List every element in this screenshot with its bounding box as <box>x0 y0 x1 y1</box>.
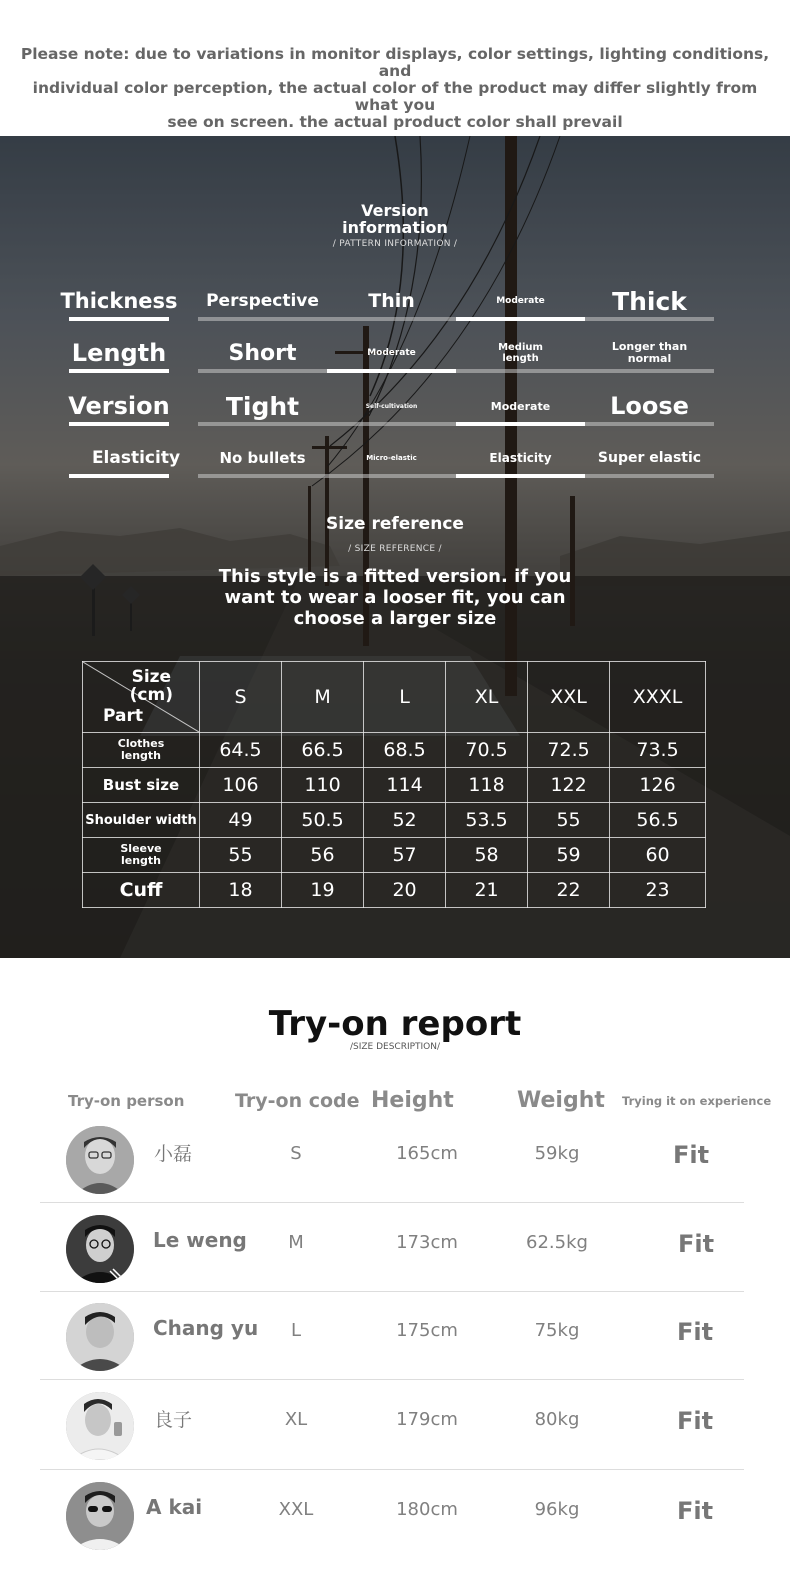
table-cell: 72.5 <box>528 733 610 768</box>
table-row <box>83 803 706 838</box>
table-cell: 126 <box>610 768 706 803</box>
attr-scale-bar <box>585 422 714 426</box>
part-clothes-length: Clothes length <box>83 733 200 768</box>
tryon-row <box>0 1214 790 1302</box>
version-info-title-line1: Version <box>361 201 429 220</box>
person-weight: 80kg <box>534 1409 580 1430</box>
row-divider <box>40 1469 744 1470</box>
person-name: 良子 <box>154 1409 193 1431</box>
attr-label-elasticity: Elasticity <box>91 448 181 468</box>
disclaimer-line-2: individual color perception, the actual color of the product may differ slightly from what you <box>32 79 758 114</box>
attr-option-moderate: Moderate <box>367 348 416 358</box>
tryon-code: L <box>290 1320 302 1341</box>
avatar <box>66 1126 134 1194</box>
person-height: 180cm <box>396 1499 458 1520</box>
fit-result: Fit <box>673 1141 710 1169</box>
person-photo <box>66 1303 134 1371</box>
fit-advice-line-2: want to wear a looser fit, you can <box>224 587 566 608</box>
tryon-row <box>0 1125 790 1213</box>
part-cuff: Cuff <box>83 873 200 908</box>
table-row <box>83 768 706 803</box>
table-row <box>83 838 706 873</box>
attr-option-self-cultivation: Self-cultivation <box>365 402 418 410</box>
attr-row-elasticity <box>62 438 722 478</box>
attr-label-thickness: Thickness <box>60 289 178 313</box>
fit-advice-line-3: choose a larger size <box>293 608 497 629</box>
table-cell: 58 <box>446 838 528 873</box>
disclaimer-line-1: Please note: due to variations in monitor displays, color settings, lighting conditions, and <box>20 45 770 80</box>
person-weight: 96kg <box>534 1499 580 1520</box>
size-reference-title: Size reference <box>326 514 464 534</box>
fit-result: Fit <box>677 1407 714 1435</box>
table-cell: 21 <box>446 873 528 908</box>
tryon-row <box>0 1302 790 1390</box>
attr-row-thickness <box>62 281 722 321</box>
size-col-xl: XL <box>446 662 528 733</box>
person-name: Chang yu <box>153 1316 259 1340</box>
attr-label-underline <box>69 422 169 426</box>
version-info-title <box>0 202 790 236</box>
tryon-report-subtitle: /SIZE DESCRIPTION/ <box>349 1042 441 1052</box>
attr-selected-indicator <box>456 474 585 478</box>
attr-scale-bar <box>198 369 327 373</box>
person-height: 179cm <box>396 1409 458 1430</box>
header-tryon-person: Try-on person <box>68 1092 185 1110</box>
attr-label-length: Length <box>71 339 167 367</box>
version-info-title-line2: information <box>342 218 448 237</box>
table-cell: 64.5 <box>200 733 282 768</box>
attr-scale-bar <box>585 317 714 321</box>
person-photo <box>66 1392 134 1460</box>
size-header-row <box>83 662 706 733</box>
attr-option-short: Short <box>228 340 297 366</box>
table-cell: 66.5 <box>282 733 364 768</box>
table-cell: 52 <box>364 803 446 838</box>
fit-advice <box>0 566 790 629</box>
table-cell: 20 <box>364 873 446 908</box>
table-cell: 110 <box>282 768 364 803</box>
disclaimer-line-3: see on screen. the actual product color shall prevail <box>167 113 623 131</box>
size-corner-cell <box>83 662 200 733</box>
table-cell: 70.5 <box>446 733 528 768</box>
attr-option-thick: Thick <box>612 286 687 316</box>
attr-selected-indicator <box>327 369 456 373</box>
attr-scale-bar <box>198 474 456 478</box>
table-cell: 22 <box>528 873 610 908</box>
table-cell: 23 <box>610 873 706 908</box>
table-cell: 122 <box>528 768 610 803</box>
table-cell: 50.5 <box>282 803 364 838</box>
attr-option-moderate: Moderate <box>490 399 551 413</box>
person-photo <box>66 1482 134 1550</box>
size-reference-subtitle: / SIZE REFERENCE / <box>348 544 442 554</box>
person-name: Le weng <box>153 1228 247 1252</box>
table-cell: 73.5 <box>610 733 706 768</box>
row-divider <box>40 1202 744 1203</box>
header-experience: Trying it on experience <box>622 1094 772 1108</box>
tryon-report-title: Try-on report <box>268 1004 522 1044</box>
table-row <box>83 733 706 768</box>
table-cell: 57 <box>364 838 446 873</box>
row-divider <box>40 1291 744 1292</box>
corner-size-line-1: Size <box>131 667 172 687</box>
attr-label-underline <box>69 317 169 321</box>
tryon-code: M <box>288 1232 304 1253</box>
size-col-s: S <box>200 662 282 733</box>
person-photo <box>66 1126 134 1194</box>
attr-scale-bar <box>198 317 456 321</box>
corner-part-label: Part <box>103 706 143 726</box>
tryon-code: S <box>290 1143 302 1164</box>
attr-scale-bar <box>585 474 714 478</box>
attr-option-thin: Thin <box>368 290 415 312</box>
table-cell: 49 <box>200 803 282 838</box>
attr-selected-indicator <box>456 317 585 321</box>
table-cell: 114 <box>364 768 446 803</box>
attr-option-longer: Longer than normal <box>611 340 688 365</box>
table-cell: 56.5 <box>610 803 706 838</box>
size-chart-table <box>82 661 706 908</box>
tryon-row <box>0 1391 790 1479</box>
attr-row-length <box>62 333 722 373</box>
table-cell: 55 <box>528 803 610 838</box>
avatar <box>66 1215 134 1283</box>
attr-option-perspective: Perspective <box>206 291 319 311</box>
table-cell: 106 <box>200 768 282 803</box>
person-height: 173cm <box>396 1232 458 1253</box>
table-cell: 55 <box>200 838 282 873</box>
person-name: 小磊 <box>154 1143 193 1165</box>
attr-scale-bar <box>456 369 714 373</box>
person-weight: 62.5kg <box>526 1232 588 1253</box>
attr-option-elasticity: Elasticity <box>489 451 552 465</box>
header-weight: Weight <box>517 1088 605 1113</box>
fit-result: Fit <box>677 1318 714 1346</box>
avatar <box>66 1303 134 1371</box>
size-col-l: L <box>364 662 446 733</box>
corner-size-line-2: (cm) <box>129 685 173 705</box>
table-cell: 18 <box>200 873 282 908</box>
attr-label-underline <box>69 474 169 478</box>
table-cell: 56 <box>282 838 364 873</box>
fit-result: Fit <box>678 1230 715 1258</box>
attr-option-moderate: Moderate <box>496 296 545 306</box>
part-sleeve-length: Sleeve length <box>83 838 200 873</box>
table-cell: 19 <box>282 873 364 908</box>
attr-label-version: Version <box>68 392 170 420</box>
version-info-subtitle: / PATTERN INFORMATION / <box>332 239 458 249</box>
size-col-m: M <box>282 662 364 733</box>
tryon-code: XXL <box>278 1499 314 1520</box>
size-col-xxl: XXL <box>528 662 610 733</box>
table-cell: 60 <box>610 838 706 873</box>
attr-selected-indicator <box>456 422 585 426</box>
person-height: 165cm <box>396 1143 458 1164</box>
attr-label-underline <box>69 369 169 373</box>
attr-option-no-bullets: No bullets <box>219 449 306 467</box>
corner-size-label <box>130 668 173 704</box>
table-cell: 118 <box>446 768 528 803</box>
person-name: A kai <box>146 1495 203 1519</box>
fit-result: Fit <box>677 1497 714 1525</box>
table-cell: 59 <box>528 838 610 873</box>
table-cell: 53.5 <box>446 803 528 838</box>
person-photo <box>66 1215 134 1283</box>
person-weight: 75kg <box>534 1320 580 1341</box>
size-col-xxxl: XXXL <box>610 662 706 733</box>
attr-scale-bar <box>198 422 456 426</box>
tryon-row <box>0 1481 790 1569</box>
attr-option-super-elastic: Super elastic <box>597 450 702 466</box>
row-divider <box>40 1379 744 1380</box>
table-row <box>83 873 706 908</box>
person-height: 175cm <box>396 1320 458 1341</box>
attr-option-medium-length: Medium length <box>498 342 543 364</box>
color-disclaimer <box>0 46 790 131</box>
header-tryon-code: Try-on code <box>235 1090 360 1112</box>
part-bust-size: Bust size <box>83 768 200 803</box>
tryon-code: XL <box>284 1409 308 1430</box>
table-cell: 68.5 <box>364 733 446 768</box>
attr-option-loose: Loose <box>610 392 689 420</box>
person-weight: 59kg <box>534 1143 580 1164</box>
attr-option-micro-elastic: Micro-elastic <box>366 454 417 462</box>
avatar <box>66 1392 134 1460</box>
attr-row-version <box>62 386 722 426</box>
avatar <box>66 1482 134 1550</box>
part-shoulder-width: Shoulder width <box>83 803 200 838</box>
attr-option-tight: Tight <box>225 391 300 421</box>
fit-advice-line-1: This style is a fitted version. if you <box>218 566 572 587</box>
header-height: Height <box>371 1088 454 1113</box>
